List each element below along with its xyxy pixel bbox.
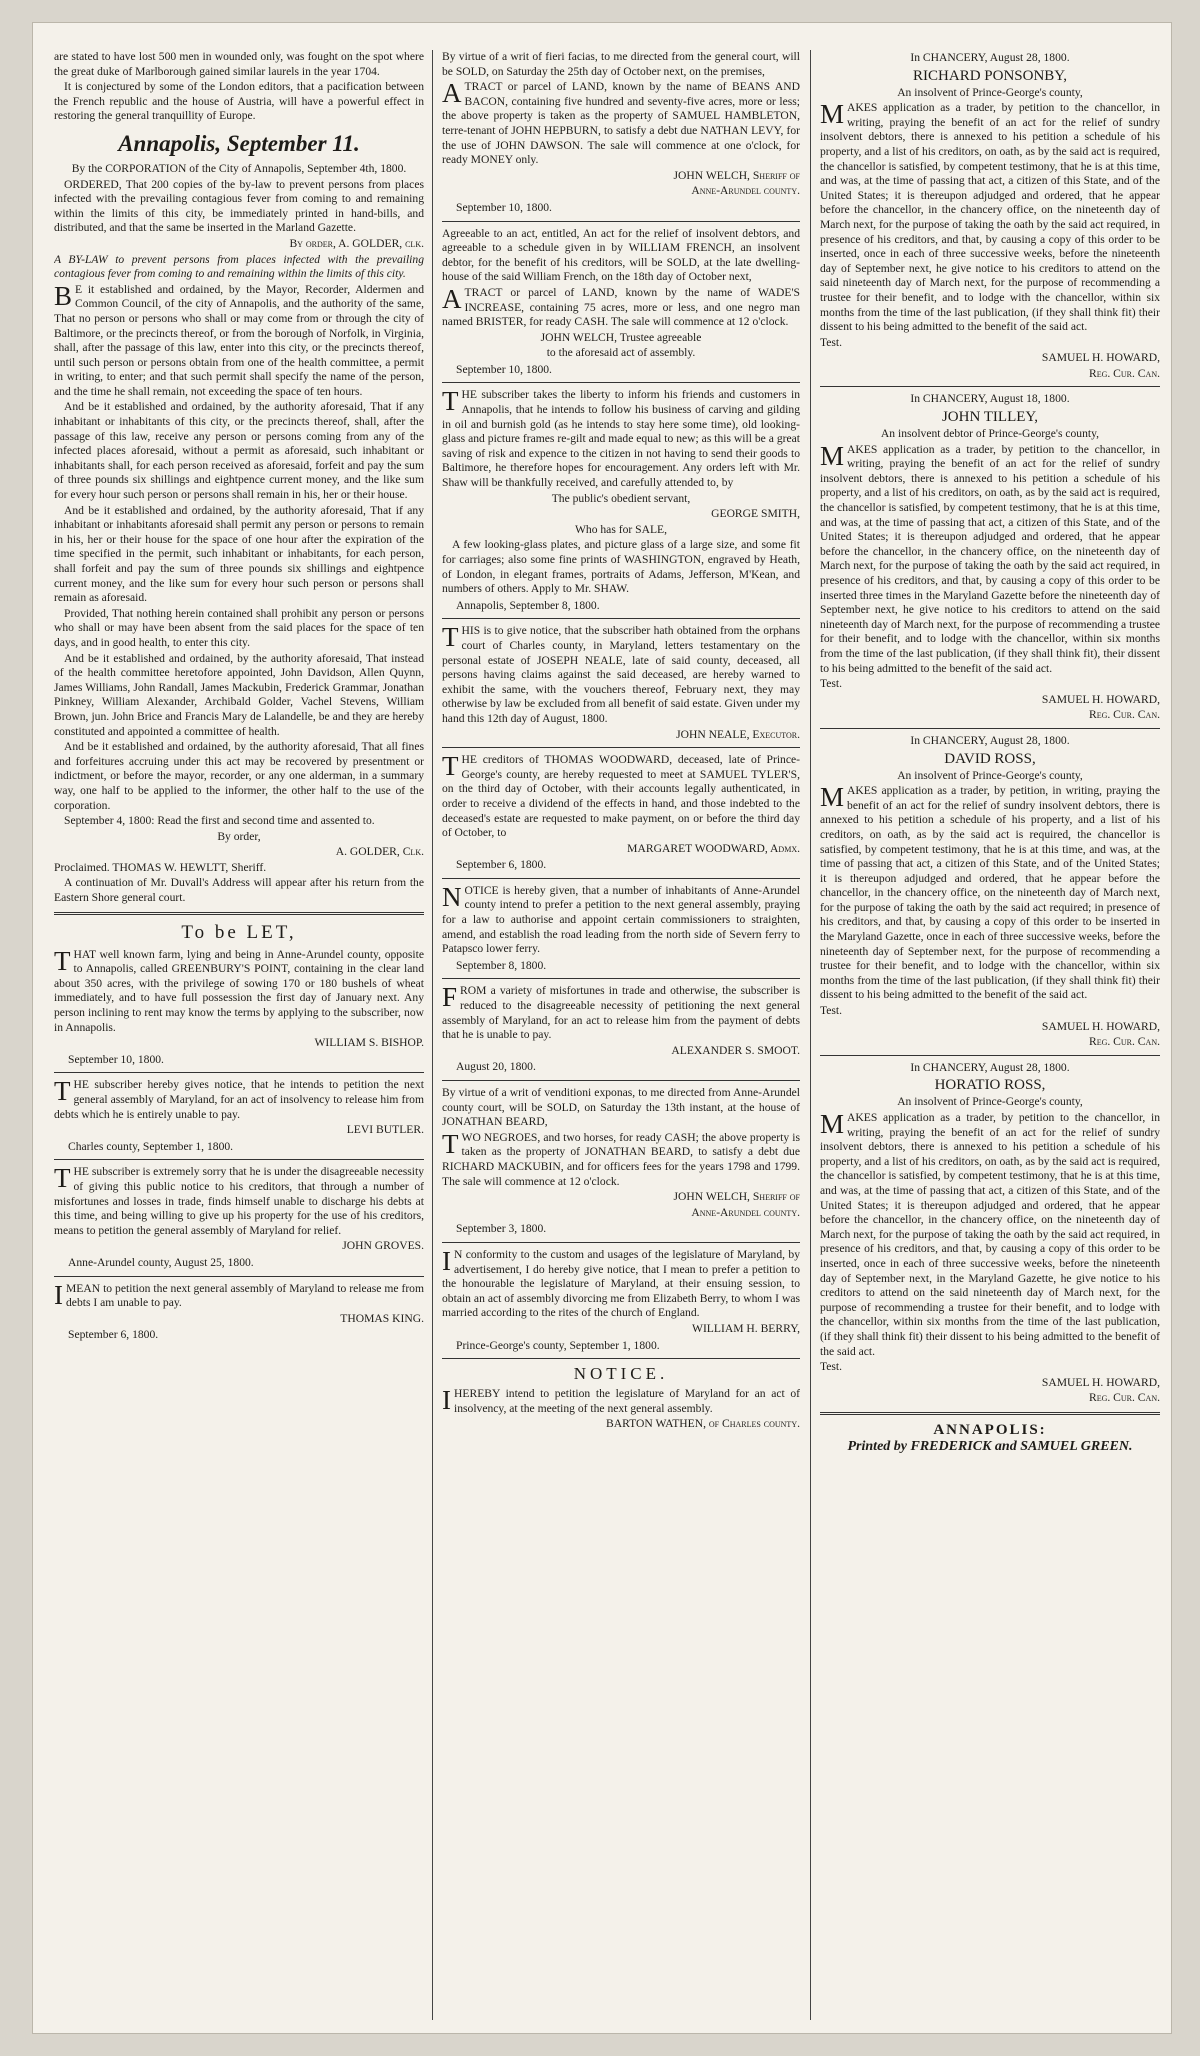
section-rule xyxy=(820,728,1160,729)
test-label: Test. xyxy=(820,1360,843,1374)
corporation-order: ORDERED, That 200 copies of the by-law to prevent persons from places infected with the prevailing contagious fever from coming to and remaining within the limits of this city, be immediately printed in hand-bills, and distributed, and that the same be inserted in the Marland Gazette. xyxy=(54,177,424,235)
section-rule xyxy=(442,1080,800,1081)
section-rule xyxy=(820,386,1160,387)
chancery-order: MAKES application as a trader, by petition to the chancellor, in writing, praying the benefit of an act for the relief of sundry insolvent debtors, there is annexed to his petition a schedule of his property, and a list of his creditors, on oath, as by the said act is required, the chancellor is satisfied, by competent testimony, that he is at this time, and was, at the time of passing that act, a citizen of this State, and of the United States; it is thereupon adjudged and ordered, that he appear before the chancellor, in the chancery office, on the nineteenth day of March next, for the purpose of taking the oath by the said act required, in presence of his creditors, and that, by causing a copy of this order to be inserted, once in each of three successive weeks, before the nineteenth day of September next, he give notice to his creditors to attend on the said nineteenth day of March next, for the purpose of recommending a trustee for their benefit, and to lodge with the chancellor, within six months from the time of the last publication, (if they shall think fit) their dissent to his being admitted to the benefit of the said act. xyxy=(820,99,1160,334)
bylaw-section: And be it established and ordained, by the authority aforesaid, That if any inhabitant or inhabitants aforesaid shall permit any person or persons to remain in his, her or their house for the space of one hour after the expiration of the time specified in the permit, such inhabitant or inhabitants, for each person, shall forfeit and pay the sum of three pounds six shillings and eightpence current money, and the like sum for every hour such person or persons shall remain as aforesaid. xyxy=(54,503,424,605)
register-title: Reg. Cur. Can. xyxy=(1088,366,1160,380)
proclaimed-line: Proclaimed. THOMAS W. HEWLTT, Sheriff. xyxy=(54,860,267,874)
smith-signature: GEORGE SMITH, xyxy=(711,507,800,521)
bylaw-section: And be it established and ordained, by the authority aforesaid, That instead of the health committee heretofore appointed, John Davidson, Allen Quynn, James Williams, John Randall, James Mackubin, Frederick Grammar, Jonathan Pinkney, William Alexander, Archibald Golder, Vachel Stevens, William Brown, jun. John Brice and Francis Mary de Lalandelle, be and they are hereby constituted and appointed a committee of health. xyxy=(54,651,424,738)
smoot-date: August 20, 1800. xyxy=(456,1060,536,1074)
chancery-heading: In CHANCERY, August 28, 1800. xyxy=(910,733,1070,747)
chancery-order: MAKES application as a trader, by petition to the chancellor, in writing, praying the benefit of an act for the relief of sundry insolvent debtors, there is annexed to his petition a schedule of his property, and a list of his creditors, on oath, as by the said act is required, the chancellor is satisfied, by competent testimony, that he is at this time, and was, at the time of passing that act, a citizen of this State, and of the United States; it is thereupon adjudged and ordered, that he appear before the chancellor, in the chancery office, on the nineteenth day of March next, for the purpose of taking the oath by the said act required, in presence of his creditors, and that, by causing a copy of this order to be inserted, once in each of three successive weeks, before the nineteenth day of September next, in the Maryland Gazette, he give notice to his creditors to attend on the said nineteenth day of March next, for the purpose of recommending a trustee for their benefit, and to lodge with the chancellor, within six months from the time of the last publication, (if they shall think fit) their dissent to his being admitted to the benefit of the said act. xyxy=(820,1109,1160,1358)
petitioner-name: DAVID ROSS, xyxy=(944,750,1036,767)
petitioner-county: An insolvent of Prince-George's county, xyxy=(897,768,1083,782)
bylaw-title: A BY-LAW to prevent persons from places infected with the prevailing contagious fever from coming to and remaining within the limits of this city. xyxy=(54,252,424,281)
butler-date: Charles county, September 1, 1800. xyxy=(68,1139,234,1153)
column-1 xyxy=(54,50,424,1346)
to-let-heading: To be LET, xyxy=(181,921,297,943)
sheriff-county: Anne-Arundel county. xyxy=(691,1205,800,1219)
groves-notice: THE subscriber is extremely sorry that he is under the disagreeable necessity of giving this public notice to his creditors, that through a number of misfortunes and losses in trade, finds himself unable to discharge his debts at this time, and being willing to give up his property for the use of his creditors, means to petition the general assembly of Maryland for relief. xyxy=(54,1163,424,1237)
trustee-line: to the aforesaid act of assembly. xyxy=(546,346,696,360)
let-signature: WILLIAM S. BISHOP. xyxy=(314,1036,424,1050)
berry-notice: IN conformity to the custom and usages of the legislature of Maryland, by advertisement, I do hereby give notice, that I mean to prefer a petition to the honourable the legislature of Maryland, at their ensuing session, to obtain an act of assembly divorcing me from Elizabeth Berry, to whom I was married according to the rites of the church of England. xyxy=(442,1245,800,1320)
section-rule xyxy=(820,1412,1160,1415)
bylaw-reading: September 4, 1800: Read the first and second time and assented to. xyxy=(64,814,375,828)
berry-signature: WILLIAM H. BERRY, xyxy=(692,1321,800,1335)
by-order-label: By order, xyxy=(217,829,261,843)
french-tract: ATRACT or parcel of LAND, known by the name of WADE'S INCREASE, containing 75 acres, more or less, and one negro man named BRISTER, for ready CASH. The sale will commence at 12 o'clock. xyxy=(442,283,800,329)
bylaw-section: Provided, That nothing herein contained shall prohibit any person or persons who shall or may have been absent from the said places for the space of ten days, and in good health, to enter this city. xyxy=(54,606,424,649)
writ-date: September 3, 1800. xyxy=(456,1222,547,1236)
bylaw-section: And be it established and ordained, by the authority aforesaid, That all fines and forfeitures accruing under this act may be recovered by presentment or indictment, or before the mayor, recorder, or any one alderman, in a summary way, one half to be applied to the informer, the other half to the use of the corporation. xyxy=(54,740,424,812)
groves-date: Anne-Arundel county, August 25, 1800. xyxy=(68,1255,254,1269)
smith-advert: THE subscriber takes the liberty to inform his friends and customers in Annapolis, that he intends to follow his business of carving and gilding in oil and burnish gold (as he intends to stay here some time), old looking-glass and picture frames re-gilt and made equal to new; as this will be a great saving of risk and expence to the citizen in not having to send their goods to Baltimore, he therefore hopes for encouragement. Any orders left with Mr. Shaw will be thankfully received, and carefully attended to, by xyxy=(442,386,800,490)
column-3 xyxy=(820,50,1160,1454)
petitioner-name: RICHARD PONSONBY, xyxy=(913,67,1067,84)
sheriff-county: Anne-Arundel county. xyxy=(691,184,800,198)
neale-signature: JOHN NEALE, Executor. xyxy=(676,727,800,741)
duvall-note: A continuation of Mr. Duvall's Address will appear after his return from the Eastern Shore general court. xyxy=(54,876,424,905)
section-rule xyxy=(442,382,800,383)
groves-signature: JOHN GROVES. xyxy=(342,1239,424,1253)
section-rule xyxy=(54,1159,424,1160)
order-signature: By order, A. GOLDER, clk. xyxy=(289,236,424,250)
test-label: Test. xyxy=(820,1004,843,1018)
smith-sale-body: A few looking-glass plates, and picture glass of a large size, and some fit for carriages; also some fine prints of WASHINGTON, engraved by Heath, of London, in elegant frames, portraits of Adams, Jefferson, M'Kean, and numbers of others. Apply to Mr. SHAW. xyxy=(442,538,800,596)
butler-signature: LEVI BUTLER. xyxy=(346,1123,424,1137)
news-paragraph: are stated to have lost 500 men in wounded only, was fought on the spot where the great duke of Marlborough gained similar laurels in the year 1704. xyxy=(54,50,424,78)
writ-negroes: TWO NEGROES, and two horses, for ready CASH; the above property is taken as the property of JONATHAN BEARD, to satisfy a debt due RICHARD MACKUBIN, and for officers fees for the years 1798 and 1799. The sale will commence at 12 o'clock. xyxy=(442,1128,800,1188)
section-rule xyxy=(54,1276,424,1277)
corporation-heading: By the CORPORATION of the City of Annapolis, September 4th, 1800. xyxy=(71,161,407,175)
french-intro: Agreeable to an act, entitled, An act for the relief of insolvent debtors, and agreeable to a schedule given in by WILLIAM FRENCH, an insolvent debtor, for the benefit of his creditors, will be SOLD, at the late dwelling-house of the said William French, on the 18th day of October next, xyxy=(442,226,800,284)
bylaw-section: BE it established and ordained, by the Mayor, Recorder, Aldermen and Common Council, of the city of Annapolis, and the authority of the same, That no person or persons who shall or may come from or through the city of Baltimore, or the precincts thereof, or from the borough of Norfolk, in Virginia, shall, after the passage of this law, enter into this city, or the precincts thereof, until such person or persons obtain from one of the health committee, a permit in writing, to enter; and that such permit shall specify the name of the person, and the time he shall remain, not exceeding the space of ten hours. xyxy=(54,280,424,398)
let-advert: THAT well known farm, lying and being in Anne-Arundel county, opposite to Annapolis, called GREENBURY'S POINT, containing in the clear land about 350 acres, with the privilege of sowing 170 or 180 bushels of wheat immediately, and to have full possession the first day of January next. Any person inclining to rent may know the terms by applying to the subscriber, now in Annapolis. xyxy=(54,945,424,1034)
petitioner-county: An insolvent of Prince-George's county, xyxy=(897,1095,1083,1109)
writ-intro: By virtue of a writ of fieri facias, to me directed from the general court, will be SOLD, on Saturday the 25th day of October next, on the premises, xyxy=(442,50,800,78)
french-date: September 10, 1800. xyxy=(456,362,552,376)
chancery-order: MAKES application as a trader, by petition to the chancellor, in writing, praying the benefit of an act for the relief of sundry insolvent debtors, there is annexed to his petition a schedule of his property, and a list of his creditors, on oath, as by the said act is required, the chancellor is satisfied, by competent testimony, that he is at this time, and was, at the time of passing that act, a citizen of this State, and of the United States; it is thereupon adjudged and ordered, that he appear before the chancellor, in the chancery office, on the nineteenth day of March next, for the purpose of taking the oath by the said act required, in presence of his creditors, and that, by causing a copy of this order to be inserted three times in the Maryland Gazette before the nineteenth day of September next, he give notice to his creditors to attend on the said nineteenth day of March next, for the purpose of recommending a trustee for their benefit, and to lodge with the chancellor, within six months from the time of the last publication, (if they shall think fit), their dissent to his being admitted to the benefit of the said act. xyxy=(820,440,1160,675)
register-title: Reg. Cur. Can. xyxy=(1088,1035,1160,1049)
woodward-signature: MARGARET WOODWARD, Admx. xyxy=(627,841,800,855)
register-title: Reg. Cur. Can. xyxy=(1088,1391,1160,1405)
sheriff-signature: JOHN WELCH, Sheriff of xyxy=(673,1190,800,1204)
let-date: September 10, 1800. xyxy=(68,1052,164,1066)
trustee-signature: JOHN WELCH, Trustee agreeable xyxy=(540,330,702,344)
smith-date: Annapolis, September 8, 1800. xyxy=(456,598,600,612)
woodward-date: September 6, 1800. xyxy=(456,858,547,872)
section-rule xyxy=(442,747,800,748)
column-2 xyxy=(442,50,800,1433)
king-signature: THOMAS KING. xyxy=(340,1311,424,1325)
smoot-signature: ALEXANDER S. SMOOT. xyxy=(671,1043,800,1057)
petitioner-county: An insolvent debtor of Prince-George's county, xyxy=(880,427,1100,441)
section-rule xyxy=(442,878,800,879)
register-signature: SAMUEL H. HOWARD, xyxy=(1041,692,1160,706)
berry-date: Prince-George's county, September 1, 1800. xyxy=(456,1338,660,1352)
column-rule xyxy=(432,50,433,2020)
writ-tract: ATRACT or parcel of LAND, known by the name of BEANS AND BACON, containing five hundred and seventy-five acres, more or less; the above property is taken as the property of SAMUEL HAMBLETON, terre-tenant of JOHN HEPBURN, to satisfy a debt due NATHAN LEVY, for the use of JOHN DAWSON. The sale will commence at one o'clock, for ready MONEY only. xyxy=(442,78,800,167)
sheriff-signature: JOHN WELCH, Sheriff of xyxy=(673,168,800,182)
section-rule xyxy=(442,221,800,222)
wathen-signature: BARTON WATHEN, of Charles county. xyxy=(606,1417,800,1431)
king-notice: IMEAN to petition the next general assembly of Maryland to release me from debts I am unable to pay. xyxy=(54,1279,424,1310)
chancery-order: MAKES application as a trader, by petition, in writing, praying the benefit of an act for the relief of sundry insolvent debtors, there is annexed to his petition a schedule of his property, and a list of his creditors, on oath, as by the said act is required, the chancellor is satisfied, by competent testimony, that he is at this time, and was, at the time of passing that act, a citizen of this State, and of the United States; it is thereupon adjudged and ordered, that he appear before the chancellor, in the chancery office, on the nineteenth day of March next, for the purpose of taking the oath by the said act required; in presence of his creditors, and that, by causing a copy of this order to be inserted in the Maryland Gazette, once in each of three successive weeks, before the nineteenth day of September next, for the purpose of recommending a trustee for their benefit, and to lodge with the chancellor, within six months from the time of the last publication, (if they shall think fit) their dissent to his being admitted to the benefit of the said act. xyxy=(820,782,1160,1002)
king-date: September 6, 1800. xyxy=(68,1328,159,1342)
section-rule xyxy=(442,1358,800,1359)
smith-servant-line: The public's obedient servant, xyxy=(551,491,691,505)
chancery-heading: In CHANCERY, August 28, 1800. xyxy=(910,51,1070,64)
news-paragraph: It is conjectured by some of the London editors, that a pacification between the French republic and the house of Austria, will have a powerful effect in restoring the general tranquillity of Europe. xyxy=(54,80,424,123)
chancery-heading: In CHANCERY, August 18, 1800. xyxy=(910,392,1070,406)
imprint-city: ANNAPOLIS: xyxy=(933,1421,1047,1438)
column-rule xyxy=(810,50,811,2020)
writ-intro: By virtue of a writ of venditioni exponas, to me directed from Anne-Arundel county court, will be SOLD, on Saturday the 13th instant, at the house of JONATHAN BEARD, xyxy=(442,1086,800,1129)
section-rule xyxy=(442,978,800,979)
smith-sale-heading: Who has for SALE, xyxy=(574,522,668,536)
section-rule xyxy=(54,1072,424,1073)
smoot-notice: FROM a variety of misfortunes in trade and otherwise, the subscriber is reduced to the disagreeable necessity of petitioning the next general assembly of Maryland, for an act to release him from the payment of debts that he is unable to pay. xyxy=(442,982,800,1042)
writ-date: September 10, 1800. xyxy=(456,200,552,214)
chancery-heading: In CHANCERY, August 28, 1800. xyxy=(910,1060,1070,1074)
section-rule xyxy=(54,912,424,915)
petitioner-county: An insolvent of Prince-George's county, xyxy=(897,85,1083,99)
section-rule xyxy=(442,618,800,619)
road-date: September 8, 1800. xyxy=(456,958,547,972)
test-label: Test. xyxy=(820,335,843,349)
neale-notice: THIS is to give notice, that the subscriber hath obtained from the orphans court of Charles county, in Maryland, letters testamentary on the personal estate of JOSEPH NEALE, late of said county, deceased, all persons having claims against the said deceased, are hereby warned to exhibit the same, with the vouchers thereof, February next, they may otherwise by law be excluded from all benefit of said estate. Given under my hand this 12th day of August, 1800. xyxy=(442,622,800,725)
butler-notice: THE subscriber hereby gives notice, that he intends to petition the next general assembly of Maryland, for an act of insolvency to release him from debts which he is entirely unable to pay. xyxy=(54,1076,424,1121)
test-label: Test. xyxy=(820,677,843,691)
road-notice: NOTICE is hereby given, that a number of inhabitants of Anne-Arundel county intend to prefer a petition to the next general assembly, praying for a law to authorise and appoint certain commissioners to straighten, amend, and establish the road leading from the north side of Severn ferry to Patapsco lower ferry. xyxy=(442,881,800,956)
petitioner-name: JOHN TILLEY, xyxy=(941,409,1039,426)
register-signature: SAMUEL H. HOWARD, xyxy=(1041,1375,1160,1389)
register-signature: SAMUEL H. HOWARD, xyxy=(1041,351,1160,365)
newspaper-page xyxy=(32,22,1172,2034)
wathen-notice: IHEREBY intend to petition the legislature of Maryland for an act of insolvency, at the meeting of the next general assembly. xyxy=(442,1385,800,1416)
imprint-printers: Printed by FREDERICK and SAMUEL GREEN. xyxy=(847,1438,1133,1454)
register-signature: SAMUEL H. HOWARD, xyxy=(1041,1019,1160,1033)
section-rule xyxy=(442,1242,800,1243)
petitioner-name: HORATIO ROSS, xyxy=(934,1077,1046,1094)
clerk-signature: A. GOLDER, Clk. xyxy=(335,845,424,859)
woodward-notice: THE creditors of THOMAS WOODWARD, deceased, late of Prince-George's county, are hereby requested to meet at SAMUEL TYLER'S, on the third day of October, with their accounts legally authenticated, in order to receive a dividend of the effects in hand, and those indebted to the deceased's estate are requested to make payment, on or before the third day of October, to xyxy=(442,751,800,840)
bylaw-section: And be it established and ordained, by the authority aforesaid, That if any inhabitant or inhabitants of this city, or the precincts thereof, shall, after the passage of this law, receive any person or persons coming from any of the infected places aforesaid, without a permit as aforesaid, such inhabitant or inhabitants shall, for each person received as aforesaid, forfeit and pay the sum of three pounds six shillings and eightpence current money, and the like sum for every hour such person or persons shall remain in his, her or their house. xyxy=(54,400,424,502)
section-rule xyxy=(820,1055,1160,1056)
register-title: Reg. Cur. Can. xyxy=(1088,708,1160,722)
notice-heading: NOTICE. xyxy=(573,1364,669,1384)
dateline-heading: Annapolis, September 11. xyxy=(118,130,360,156)
